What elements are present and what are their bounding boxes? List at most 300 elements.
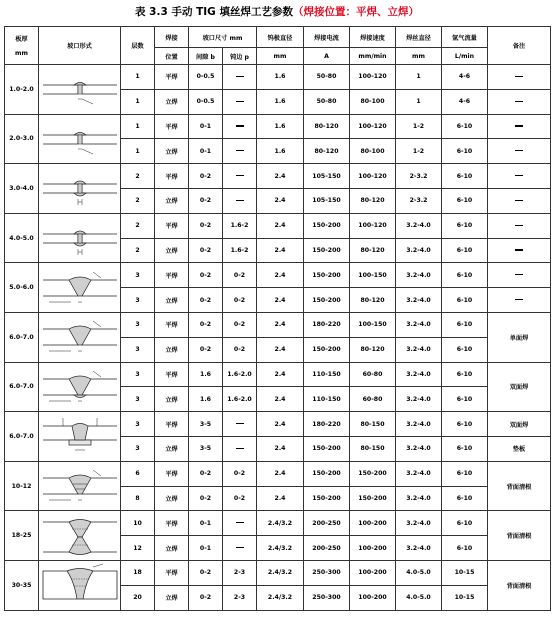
position-cell: 平焊 (155, 114, 189, 139)
dash-icon (236, 547, 244, 548)
wire-cell: 3.2-4.0 (396, 387, 442, 412)
v-groove-icon (41, 315, 119, 359)
wire-cell: 2-3.2 (396, 164, 442, 189)
backing-plate-icon (41, 414, 119, 458)
caption-main: 表 3.3 手动 TIG 填丝焊工艺参数 (135, 6, 293, 18)
groove-figure-cell (39, 412, 121, 462)
table-row (5, 312, 551, 337)
current-cell: 180-220 (304, 412, 350, 437)
blunt-cell (223, 436, 257, 461)
position-cell: 平焊 (155, 65, 189, 90)
wire-cell: 3.2-4.0 (396, 436, 442, 461)
current-cell: 80-120 (304, 114, 350, 139)
gap-cell: 0-2 (189, 312, 223, 337)
header-thickness: 板厚 mm (5, 27, 39, 65)
position-cell: 立焊 (155, 188, 189, 213)
speed-cell: 100-120 (350, 164, 396, 189)
current-cell: 150-200 (304, 436, 350, 461)
remark-cell: 双面焊 (488, 362, 551, 412)
argon-cell: 6-10 (442, 213, 488, 238)
speed-cell: 80-100 (350, 89, 396, 114)
argon-cell: 6-10 (442, 461, 488, 486)
speed-cell: 100-150 (350, 312, 396, 337)
groove-figure-cell (39, 511, 121, 561)
header-remarks: 备注 (488, 27, 551, 65)
groove-figure-cell (39, 312, 121, 362)
groove-figure-cell (39, 114, 121, 164)
layers-cell: 6 (121, 461, 155, 486)
current-cell: 80-120 (304, 139, 350, 164)
thickness-cell: 5.0-6.0 (5, 263, 39, 313)
position-cell: 立焊 (155, 536, 189, 561)
layers-cell: 3 (121, 362, 155, 387)
blunt-cell (223, 139, 257, 164)
thickness-cell: 2.0-3.0 (5, 114, 39, 164)
thickness-cell: 18-25 (5, 511, 39, 561)
remark-cell (488, 114, 551, 139)
electrode-cell: 2.4 (257, 188, 304, 213)
wire-cell: 3.2-4.0 (396, 337, 442, 362)
gap-cell: 1.6 (189, 362, 223, 387)
layers-cell: 1 (121, 89, 155, 114)
speed-cell: 80-120 (350, 337, 396, 362)
dash-icon (236, 200, 244, 201)
blunt-cell: 0-2 (223, 486, 257, 511)
dash-icon (236, 522, 244, 523)
table-row (5, 263, 551, 288)
current-cell: 180-220 (304, 312, 350, 337)
header-electrode: 钨极直径 (257, 27, 304, 48)
layers-cell: 1 (121, 139, 155, 164)
blunt-cell (223, 511, 257, 536)
thickness-cell: 3.0-4.0 (5, 164, 39, 214)
wire-cell: 3.2-4.0 (396, 213, 442, 238)
wire-cell: 3.2-4.0 (396, 412, 442, 437)
header-blunt: 钝边 p (223, 48, 257, 65)
table-row (5, 213, 551, 238)
electrode-cell: 2.4 (257, 387, 304, 412)
header-electrode-unit: mm (257, 48, 304, 65)
electrode-cell: 1.6 (257, 139, 304, 164)
thickness-cell: 30-35 (5, 560, 39, 610)
gap-cell: 0-2 (189, 288, 223, 313)
blunt-cell: 2-3 (223, 585, 257, 610)
current-cell: 200-250 (304, 536, 350, 561)
argon-cell: 6-10 (442, 312, 488, 337)
electrode-cell: 2.4 (257, 337, 304, 362)
table-row (5, 461, 551, 486)
layers-cell: 3 (121, 412, 155, 437)
argon-cell: 6-10 (442, 387, 488, 412)
electrode-cell: 1.6 (257, 89, 304, 114)
table-row (5, 362, 551, 387)
electrode-cell: 1.6 (257, 65, 304, 90)
v-multi-pass-icon (41, 464, 119, 508)
u-groove-icon (41, 563, 119, 607)
dash-icon (515, 175, 523, 176)
remark-cell (488, 213, 551, 238)
argon-cell: 6-10 (442, 263, 488, 288)
dash-icon (515, 274, 523, 275)
dash-icon (236, 125, 244, 126)
argon-cell: 6-10 (442, 114, 488, 139)
current-cell: 150-200 (304, 337, 350, 362)
thickness-cell: 6.0-7.0 (5, 312, 39, 362)
wire-cell: 3.2-4.0 (396, 238, 442, 263)
electrode-cell: 2.4 (257, 288, 304, 313)
layers-cell: 18 (121, 560, 155, 585)
blunt-cell: 1.6-2 (223, 238, 257, 263)
header-current: 焊接电流 (304, 27, 350, 48)
wire-cell: 2-3.2 (396, 188, 442, 213)
speed-cell: 60-80 (350, 387, 396, 412)
header-position-1: 焊接 (155, 27, 189, 48)
remark-cell (488, 139, 551, 164)
wire-cell: 1-2 (396, 139, 442, 164)
gap-cell: 0-0.5 (189, 89, 223, 114)
remark-cell: 单面焊 (488, 312, 551, 362)
layers-cell: 10 (121, 511, 155, 536)
blunt-cell: 0-2 (223, 288, 257, 313)
layers-cell: 8 (121, 486, 155, 511)
blunt-cell (223, 536, 257, 561)
dash-icon (236, 448, 244, 449)
electrode-cell: 2.4/3.2 (257, 536, 304, 561)
blunt-cell (223, 114, 257, 139)
argon-cell: 6-10 (442, 412, 488, 437)
argon-cell: 4-6 (442, 65, 488, 90)
remark-cell (488, 288, 551, 313)
groove-figure-cell (39, 461, 121, 511)
gap-cell: 0-0.5 (189, 65, 223, 90)
argon-cell: 6-10 (442, 238, 488, 263)
argon-cell: 6-10 (442, 337, 488, 362)
dash-icon (515, 225, 523, 226)
electrode-cell: 2.4 (257, 461, 304, 486)
gap-cell: 0-1 (189, 139, 223, 164)
remark-cell (488, 89, 551, 114)
position-cell: 立焊 (155, 89, 189, 114)
layers-cell: 3 (121, 436, 155, 461)
argon-cell: 6-10 (442, 536, 488, 561)
blunt-cell: 0-2 (223, 337, 257, 362)
remark-cell: 垫板 (488, 436, 551, 461)
speed-cell: 150-200 (350, 486, 396, 511)
groove-figure-cell (39, 362, 121, 412)
argon-cell: 6-10 (442, 362, 488, 387)
blunt-cell (223, 89, 257, 114)
dash-icon (515, 249, 523, 250)
electrode-cell: 2.4 (257, 362, 304, 387)
current-cell: 250-300 (304, 560, 350, 585)
electrode-cell: 2.4/3.2 (257, 560, 304, 585)
blunt-cell (223, 412, 257, 437)
table-row (5, 412, 551, 437)
dash-icon (236, 101, 244, 102)
layers-cell: 2 (121, 238, 155, 263)
wire-cell: 4.0-5.0 (396, 585, 442, 610)
speed-cell: 100-150 (350, 263, 396, 288)
electrode-cell: 2.4 (257, 312, 304, 337)
wire-cell: 3.2-4.0 (396, 312, 442, 337)
layers-cell: 2 (121, 213, 155, 238)
gap-cell: 0-2 (189, 585, 223, 610)
position-cell: 平焊 (155, 461, 189, 486)
gap-cell: 0-2 (189, 486, 223, 511)
layers-cell: 3 (121, 288, 155, 313)
current-cell: 150-200 (304, 288, 350, 313)
groove-figure-cell (39, 263, 121, 313)
remark-cell (488, 65, 551, 90)
position-cell: 立焊 (155, 436, 189, 461)
gap-cell: 0-2 (189, 337, 223, 362)
gap-cell: 3-5 (189, 436, 223, 461)
wire-cell: 1 (396, 89, 442, 114)
gap-cell: 3-5 (189, 412, 223, 437)
argon-cell: 10-15 (442, 560, 488, 585)
layers-cell: 3 (121, 263, 155, 288)
gap-cell: 0-2 (189, 238, 223, 263)
header-speed-unit: mm/min (350, 48, 396, 65)
header-gap: 间隙 b (189, 48, 223, 65)
thickness-cell: 6.0-7.0 (5, 362, 39, 412)
wire-cell: 3.2-4.0 (396, 511, 442, 536)
argon-cell: 4-6 (442, 89, 488, 114)
groove-figure-cell (39, 213, 121, 263)
position-cell: 平焊 (155, 312, 189, 337)
position-cell: 立焊 (155, 238, 189, 263)
header-layers: 层数 (121, 27, 155, 65)
layers-cell: 1 (121, 65, 155, 90)
speed-cell: 100-200 (350, 511, 396, 536)
wire-cell: 1-2 (396, 114, 442, 139)
argon-cell: 6-10 (442, 511, 488, 536)
speed-cell: 80-150 (350, 412, 396, 437)
position-cell: 立焊 (155, 585, 189, 610)
table-row (5, 164, 551, 189)
current-cell: 110-150 (304, 387, 350, 412)
speed-cell: 80-120 (350, 288, 396, 313)
header-wire-unit: mm (396, 48, 442, 65)
electrode-cell: 2.4 (257, 213, 304, 238)
blunt-cell: 0-2 (223, 461, 257, 486)
electrode-cell: 1.6 (257, 114, 304, 139)
position-cell: 立焊 (155, 486, 189, 511)
remark-cell: 背面清根 (488, 511, 551, 561)
groove-figure-cell (39, 65, 121, 115)
current-cell: 50-80 (304, 89, 350, 114)
v-groove-backing-icon (41, 365, 119, 409)
remark-cell: 双面焊 (488, 412, 551, 437)
wire-cell: 4.0-5.0 (396, 560, 442, 585)
double-side-butt-icon (41, 216, 119, 260)
layers-cell: 3 (121, 312, 155, 337)
thickness-cell: 10-12 (5, 461, 39, 511)
electrode-cell: 2.4 (257, 486, 304, 511)
gap-cell: 0-2 (189, 213, 223, 238)
table-row (5, 65, 551, 90)
position-cell: 平焊 (155, 164, 189, 189)
argon-cell: 6-10 (442, 486, 488, 511)
electrode-cell: 2.4 (257, 263, 304, 288)
current-cell: 110-150 (304, 362, 350, 387)
tig-parameter-table (4, 26, 551, 611)
square-butt-icon (41, 117, 119, 161)
position-cell: 平焊 (155, 560, 189, 585)
gap-cell: 0-2 (189, 164, 223, 189)
table-row (5, 114, 551, 139)
header-current-unit: A (304, 48, 350, 65)
electrode-cell: 2.4 (257, 238, 304, 263)
speed-cell: 100-200 (350, 585, 396, 610)
wire-cell: 3.2-4.0 (396, 288, 442, 313)
current-cell: 105-150 (304, 188, 350, 213)
layers-cell: 3 (121, 387, 155, 412)
current-cell: 250-300 (304, 585, 350, 610)
argon-cell: 6-10 (442, 436, 488, 461)
current-cell: 150-200 (304, 238, 350, 263)
header-groove-size: 坡口尺寸 mm (189, 27, 257, 48)
electrode-cell: 2.4/3.2 (257, 585, 304, 610)
remark-cell (488, 238, 551, 263)
gap-cell: 0-2 (189, 461, 223, 486)
dash-icon (515, 200, 523, 201)
speed-cell: 100-200 (350, 560, 396, 585)
header-argon-unit: L/min (442, 48, 488, 65)
speed-cell: 80-120 (350, 188, 396, 213)
wire-cell: 1 (396, 65, 442, 90)
x-groove-icon (41, 514, 119, 558)
position-cell: 平焊 (155, 511, 189, 536)
speed-cell: 150-200 (350, 461, 396, 486)
wire-cell: 3.2-4.0 (396, 536, 442, 561)
blunt-cell: 1.6-2 (223, 213, 257, 238)
header-wire: 焊丝直径 (396, 27, 442, 48)
gap-cell: 0-1 (189, 536, 223, 561)
wire-cell: 3.2-4.0 (396, 362, 442, 387)
double-side-butt-icon (41, 166, 119, 210)
position-cell: 平焊 (155, 263, 189, 288)
position-cell: 平焊 (155, 412, 189, 437)
argon-cell: 6-10 (442, 188, 488, 213)
layers-cell: 1 (121, 114, 155, 139)
speed-cell: 80-150 (350, 436, 396, 461)
speed-cell: 100-120 (350, 114, 396, 139)
speed-cell: 80-120 (350, 238, 396, 263)
header-groove: 坡口形式 (39, 27, 121, 65)
current-cell: 200-250 (304, 511, 350, 536)
current-cell: 150-200 (304, 486, 350, 511)
blunt-cell: 1.6-2.0 (223, 387, 257, 412)
electrode-cell: 2.4 (257, 436, 304, 461)
gap-cell: 0-2 (189, 560, 223, 585)
position-cell: 平焊 (155, 213, 189, 238)
electrode-cell: 2.4 (257, 164, 304, 189)
blunt-cell: 1.6-2.0 (223, 362, 257, 387)
current-cell: 50-80 (304, 65, 350, 90)
layers-cell: 3 (121, 337, 155, 362)
square-butt-icon (41, 67, 119, 111)
layers-cell: 12 (121, 536, 155, 561)
thickness-cell: 6.0-7.0 (5, 412, 39, 462)
current-cell: 150-200 (304, 263, 350, 288)
blunt-cell (223, 188, 257, 213)
groove-figure-cell (39, 560, 121, 610)
dash-icon (515, 150, 523, 151)
table-row (5, 511, 551, 536)
v-groove-icon (41, 266, 119, 310)
current-cell: 150-200 (304, 213, 350, 238)
blunt-cell (223, 164, 257, 189)
dash-icon (236, 423, 244, 424)
dash-icon (515, 125, 523, 126)
wire-cell: 3.2-4.0 (396, 461, 442, 486)
dash-icon (515, 76, 523, 77)
blunt-cell: 0-2 (223, 312, 257, 337)
blunt-cell: 2-3 (223, 560, 257, 585)
layers-cell: 20 (121, 585, 155, 610)
gap-cell: 1.6 (189, 387, 223, 412)
header-speed: 焊接速度 (350, 27, 396, 48)
thickness-cell: 4.0-5.0 (5, 213, 39, 263)
position-cell: 立焊 (155, 337, 189, 362)
current-cell: 150-200 (304, 461, 350, 486)
speed-cell: 100-120 (350, 65, 396, 90)
speed-cell: 100-200 (350, 536, 396, 561)
wire-cell: 3.2-4.0 (396, 486, 442, 511)
dash-icon (236, 76, 244, 77)
table-caption (0, 4, 554, 22)
dash-icon (515, 101, 523, 102)
gap-cell: 0-2 (189, 188, 223, 213)
gap-cell: 0-1 (189, 114, 223, 139)
caption-highlight: （焊接位置：平焊、立焊） (292, 6, 419, 18)
argon-cell: 6-10 (442, 288, 488, 313)
header-argon: 氩气流量 (442, 27, 488, 48)
electrode-cell: 2.4/3.2 (257, 511, 304, 536)
speed-cell: 100-120 (350, 213, 396, 238)
remark-cell (488, 188, 551, 213)
header-position-2: 位置 (155, 48, 189, 65)
blunt-cell (223, 65, 257, 90)
position-cell: 平焊 (155, 362, 189, 387)
position-cell: 立焊 (155, 139, 189, 164)
groove-figure-cell (39, 164, 121, 214)
position-cell: 立焊 (155, 387, 189, 412)
gap-cell: 0-2 (189, 263, 223, 288)
remark-cell (488, 164, 551, 189)
layers-cell: 2 (121, 164, 155, 189)
blunt-cell: 0-2 (223, 263, 257, 288)
layers-cell: 2 (121, 188, 155, 213)
table-row (5, 560, 551, 585)
argon-cell: 6-10 (442, 139, 488, 164)
remark-cell: 背面清根 (488, 461, 551, 511)
dash-icon (236, 175, 244, 176)
wire-cell: 3.2-4.0 (396, 263, 442, 288)
remark-cell (488, 263, 551, 288)
dash-icon (236, 150, 244, 151)
argon-cell: 6-10 (442, 164, 488, 189)
gap-cell: 0-1 (189, 511, 223, 536)
thickness-cell: 1.0-2.0 (5, 65, 39, 115)
current-cell: 105-150 (304, 164, 350, 189)
speed-cell: 80-100 (350, 139, 396, 164)
electrode-cell: 2.4 (257, 412, 304, 437)
remark-cell: 背面清根 (488, 560, 551, 610)
dash-icon (515, 299, 523, 300)
position-cell: 立焊 (155, 288, 189, 313)
